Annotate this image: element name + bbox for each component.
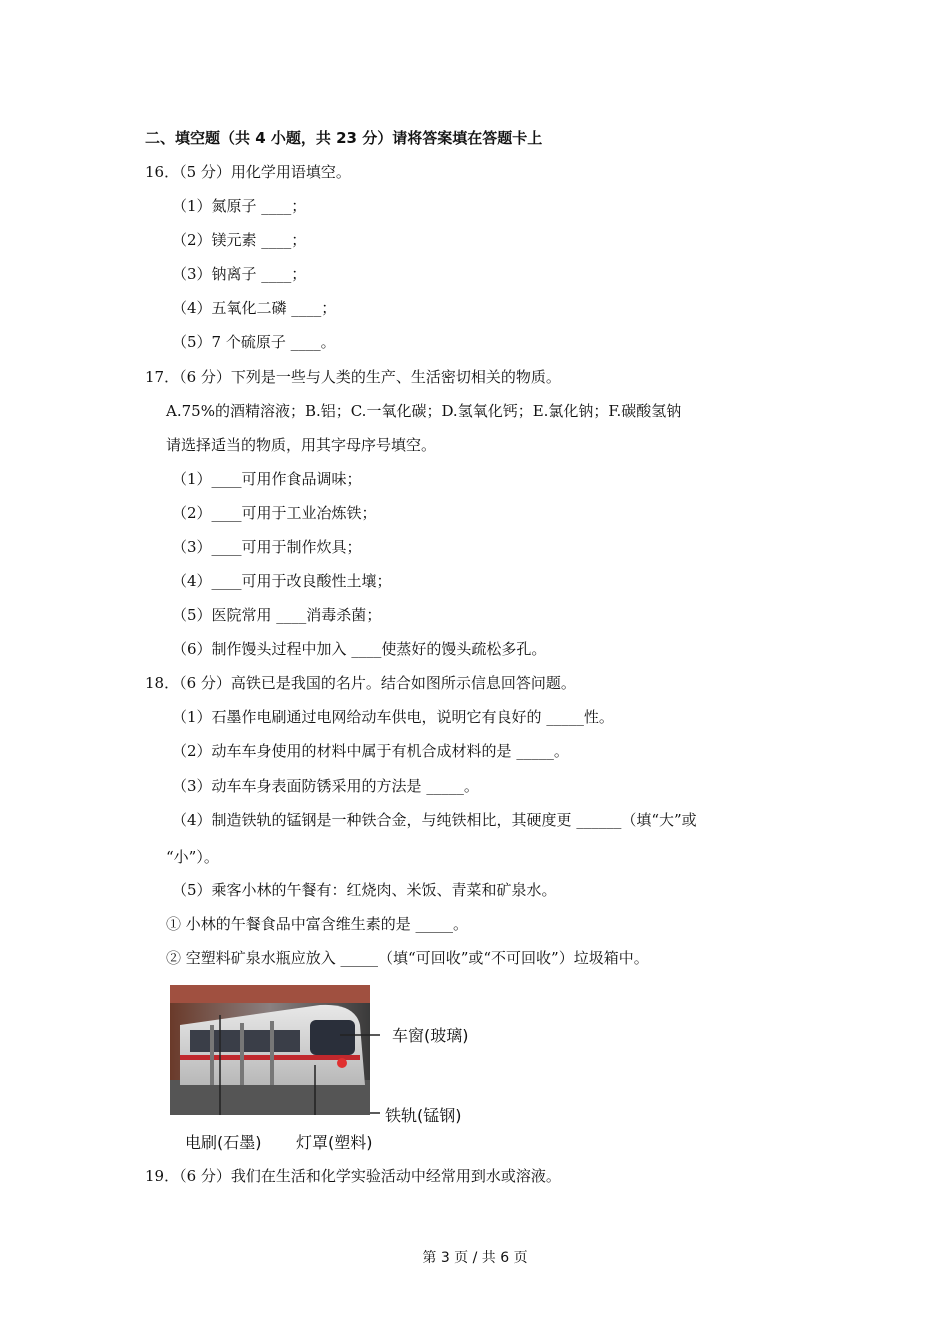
q17-item: （4）____可用于改良酸性土壤； [172,572,392,590]
q17-item: （3）____可用于制作炊具； [172,538,362,556]
q16-item: （2）镁元素 ____； [172,231,307,249]
q17-stem: 17．（6 分）下列是一些与人类的生产、生活密切相关的物质。 [145,368,561,386]
section-title: 二、填空题（共 4 小题，共 23 分）请将答案填在答题卡上 [145,129,543,147]
q18-item: （1）石墨作电刷通过电网给动车供电，说明它有良好的 _____性。 [172,708,614,726]
q17-item: （1）____可用作食品调味； [172,470,362,488]
label-rail: 铁轨(锰钢) [385,1106,462,1125]
q18-item: （3）动车车身表面防锈采用的方法是 _____。 [172,777,479,795]
figure-leader-lines [170,985,390,1135]
q18-stem: 18．（6 分）高铁已是我国的名片。结合如图所示信息回答问题。 [145,674,576,692]
q17-instruction: 请选择适当的物质，用其字母序号填空。 [166,436,437,454]
label-window: 车窗(玻璃) [392,1026,469,1045]
q17-item: （2）____可用于工业冶炼铁； [172,504,377,522]
q16-item: （1）氮原子 ____； [172,197,307,215]
q17-item: （5）医院常用 ____消毒杀菌； [172,606,382,624]
q16-item: （4）五氧化二磷 ____； [172,299,337,317]
label-lamp: 灯罩(塑料) [296,1133,373,1152]
label-brush: 电刷(石墨) [185,1133,262,1152]
q17-options: A.75%的酒精溶液；B.铝；C.一氧化碳；D.氢氧化钙；E.氯化钠；F.碳酸氢钠 [166,402,682,420]
q16-stem: 16．（5 分）用化学用语填空。 [145,163,351,181]
q18-item: “小”）。 [166,848,219,866]
q18-item: （2）动车车身使用的材料中属于有机合成材料的是 _____。 [172,742,569,760]
q18-item: ② 空塑料矿泉水瓶应放入 _____（填“可回收”或“不可回收”）垃圾箱中。 [166,949,649,967]
q18-item: （5）乘客小林的午餐有：红烧肉、米饭、青菜和矿泉水。 [172,881,557,899]
q18-item: （4）制造铁轨的锰钢是一种铁合金，与纯铁相比，其硬度更 ______（填“大”或 [172,811,697,829]
page-footer: 第 3 页 / 共 6 页 [422,1250,528,1266]
q17-item: （6）制作馒头过程中加入 ____使蒸好的馒头疏松多孔。 [172,640,547,658]
q16-item: （5）7 个硫原子 ____。 [172,333,336,351]
q18-item: ① 小林的午餐食品中富含维生素的是 _____。 [166,915,469,933]
q19-stem: 19．（6 分）我们在生活和化学实验活动中经常用到水或溶液。 [145,1167,561,1185]
q16-item: （3）钠离子 ____； [172,265,307,283]
